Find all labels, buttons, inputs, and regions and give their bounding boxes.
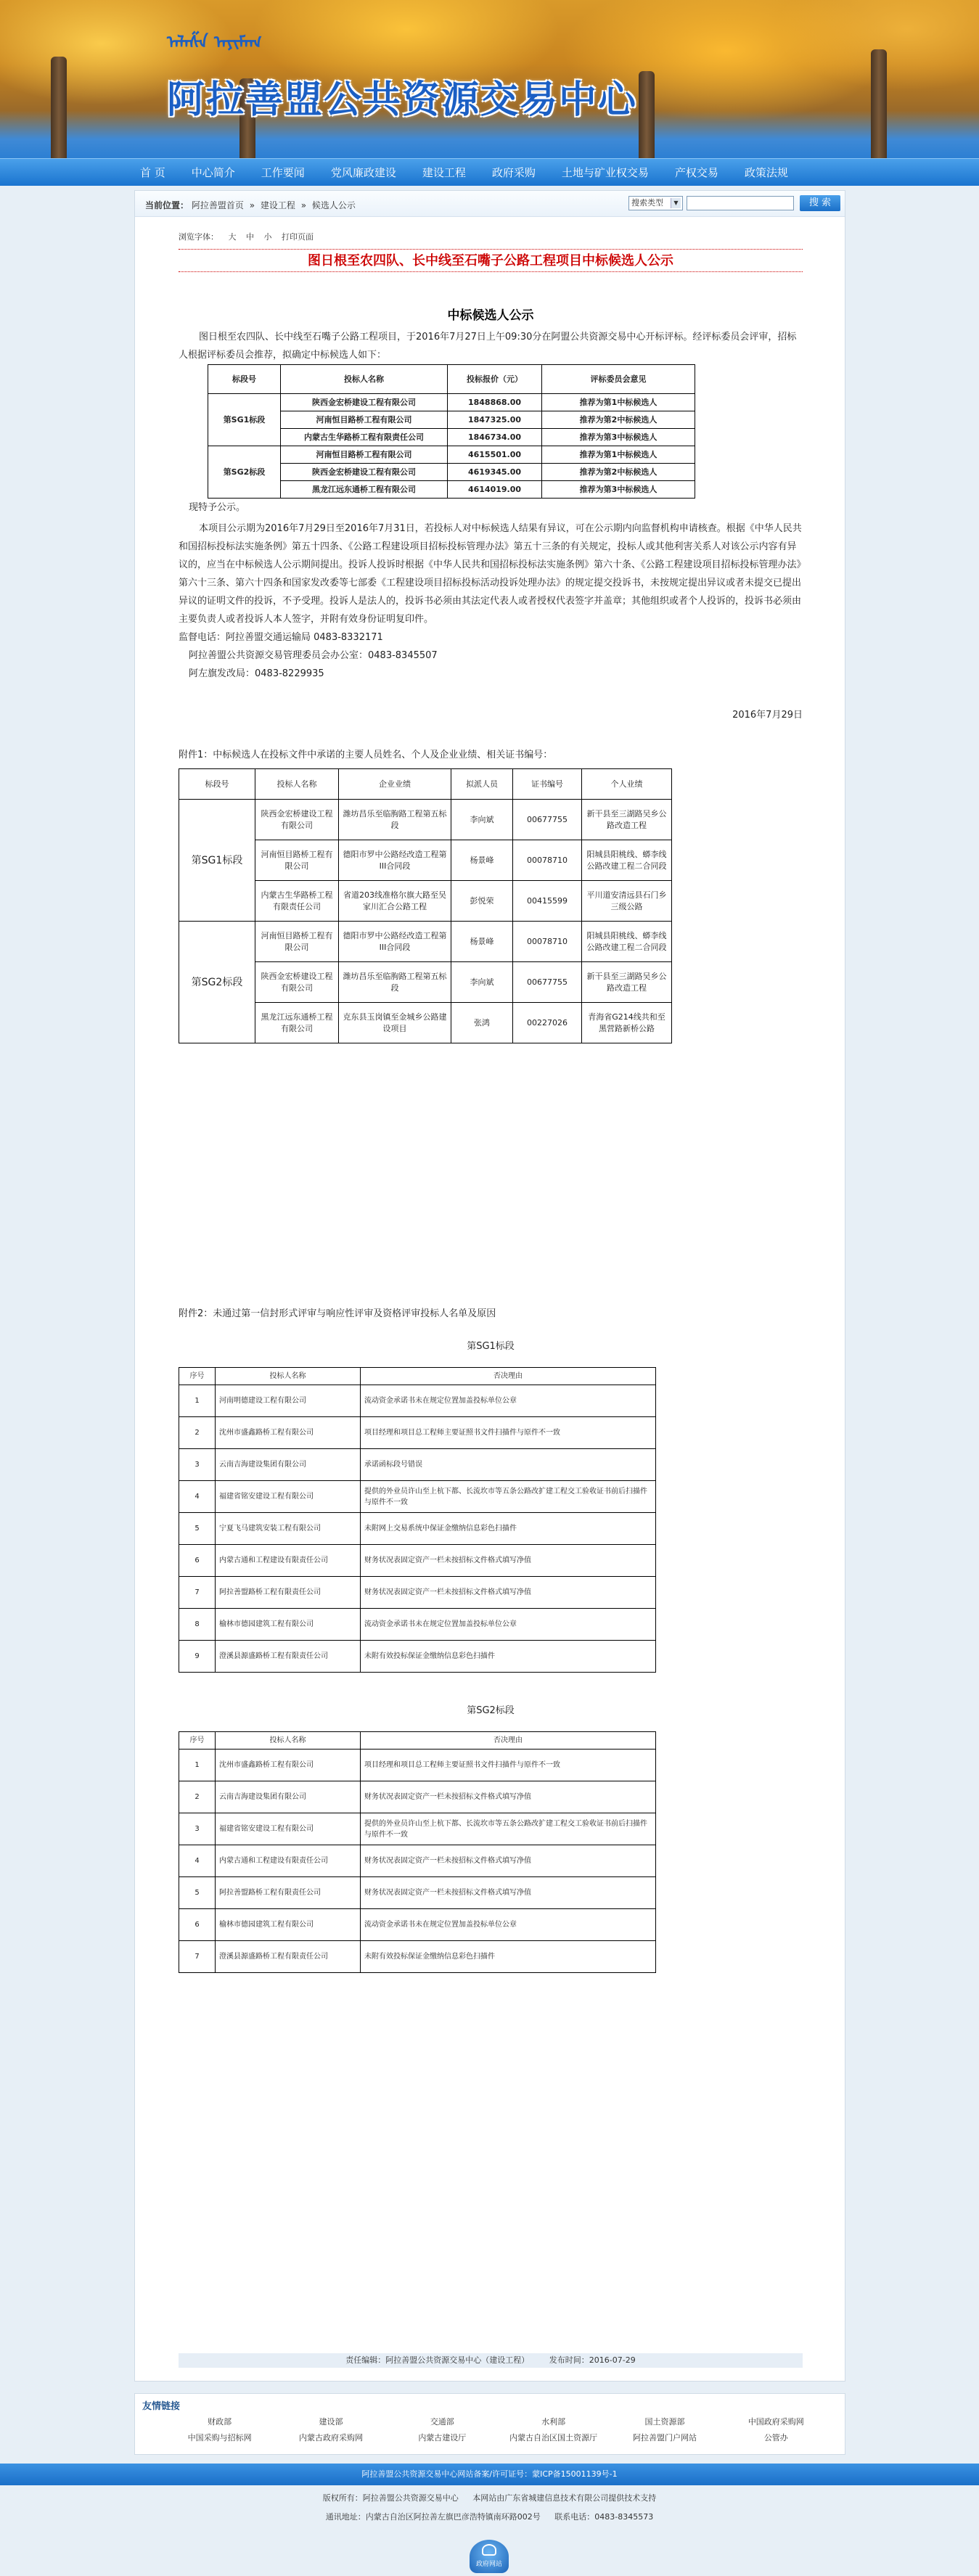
table-row [179,1641,656,1673]
table-row [179,1877,656,1909]
th-bidder: 投标人名称 [281,365,448,394]
breadcrumb-home[interactable]: 阿拉善盟首页 [191,200,244,210]
banner [0,0,979,158]
cert-cell: 00677755 [513,962,582,1003]
table-row [179,1545,656,1577]
price-cell: 1847325.00 [448,411,542,429]
link-item[interactable]: 中国政府采购网 [747,2417,804,2427]
tree-trunk [871,49,887,158]
company-record-cell: 潍坊昌乐至临朐路工程第五标段 [339,962,451,1003]
font-large[interactable]: 大 [228,232,237,242]
personal-record-cell: 阳城县阳桃线、蟒李线公路改建工程二合同段 [582,922,672,962]
opinion-cell: 推荐为第1中标候选人 [542,394,695,411]
attachment2-title: 附件2：未通过第一信封形式评审与响应性评审及资格评审投标人名单及原因 [179,1308,496,1319]
link-item[interactable]: 内蒙古建设厅 [418,2433,467,2442]
th-cert: 证书编号 [513,769,582,800]
link-item[interactable]: 建设部 [319,2417,343,2427]
section-cell: 第SG1标段 [179,800,255,922]
price-cell: 4614019.00 [448,481,542,499]
index-cell: 6 [179,1909,216,1941]
link-item[interactable]: 内蒙古自治区国土资源厅 [509,2433,598,2442]
nav-construction[interactable]: 建设工程 [422,166,466,179]
reason-cell: 未附网上交易系统中保证金缴纳信息彩色扫描件 [361,1513,656,1545]
site-title: 阿拉善盟公共资源交易中心 [167,78,638,122]
footer-icp[interactable]: 阿拉善盟公共资源交易中心网站备案/许可证号：蒙ICP备15001139号-1 [361,2469,618,2479]
link-item[interactable]: 阿拉善盟门户网站 [632,2433,697,2442]
main-nav [0,158,979,186]
personal-record-cell: 阳城县阳桃线、蟒李线公路改建工程二合同段 [582,840,672,881]
table-row [179,1750,656,1781]
index-cell: 1 [179,1750,216,1781]
table-row [179,1417,656,1449]
breadcrumb-construction[interactable]: 建设工程 [260,200,295,210]
reason-cell: 流动资金承诺书未在规定位置加盖投标单位公章 [361,1609,656,1641]
index-cell: 3 [179,1813,216,1845]
nav-land-mining[interactable]: 土地与矿业权交易 [561,166,649,179]
rejected-sg2-table [179,1731,656,1973]
nav-about[interactable]: 中心简介 [191,166,235,179]
table-row [179,1813,656,1845]
bidder-cell: 河南恒目路桥工程有限公司 [281,411,448,429]
company-record-cell: 省道203线准格尔旗大路至吴家川汇合公路工程 [339,881,451,922]
staff-cell: 彭悦荣 [451,881,513,922]
company-record-cell: 德阳市罗中公路经改造工程第III合同段 [339,922,451,962]
print-page[interactable]: 打印页面 [282,232,314,242]
bidder-cell: 阿拉善盟路桥工程有限责任公司 [216,1577,361,1609]
bidder-cell: 福建省铭安建设工程有限公司 [216,1813,361,1845]
bidder-cell: 榆林市德园建筑工程有限公司 [216,1909,361,1941]
th-staff: 拟派人员 [451,769,513,800]
reason-cell: 流动资金承诺书未在规定位置加盖投标单位公章 [361,1385,656,1417]
intro-paragraph: 图日根至农四队、长中线至石嘴子公路工程项目，于2016年7月27日上午09:30分在阿盟公共资源交易中心开标评标。经评标委员会评审，招标人根据评标委员会推荐，拟确定中标候选人如下： [179,332,797,361]
opinion-cell: 推荐为第2中标候选人 [542,464,695,481]
bidder-cell: 沈州市盛鑫路桥工程有限公司 [216,1750,361,1781]
personal-record-cell: 青海省G214线共和至黑营路新桥公路 [582,1003,672,1043]
reason-cell: 财务状况表固定资产一栏未按招标文件格式填写净值 [361,1545,656,1577]
breadcrumb [145,199,359,211]
company-record-cell: 德阳市罗中公路经改造工程第III合同段 [339,840,451,881]
bidder-cell: 澄溪县源盛路桥工程有限责任公司 [216,1641,361,1673]
th-company-record: 企业业绩 [339,769,451,800]
contact-line: 阿左旗发改局：0483-8229935 [189,668,324,679]
search-type-value: 搜索类型 [631,198,663,208]
bidder-cell: 河南恒目路桥工程有限公司 [281,446,448,464]
bidder-cell: 内蒙古生华路桥工程有限责任公司 [255,881,339,922]
reason-cell: 财务状况表固定资产一栏未按招标文件格式填写净值 [361,1781,656,1813]
th-opinion: 评标委员会意见 [542,365,695,394]
footer-bar [0,2464,979,2485]
section-cell: 第SG2标段 [179,922,255,1043]
search-input[interactable] [687,196,794,210]
staff-cell: 杨景峰 [451,922,513,962]
index-cell: 8 [179,1609,216,1641]
bidder-cell: 福建省铭安建设工程有限公司 [216,1481,361,1513]
th-bidder: 投标人名称 [216,1368,361,1385]
staff-cell: 李向斌 [451,962,513,1003]
index-cell: 2 [179,1417,216,1449]
footer-info [0,2489,979,2527]
link-item[interactable]: 财政部 [208,2417,232,2427]
candidates-table [208,364,695,499]
breadcrumb-bar [135,191,845,217]
bidder-cell: 沈州市盛鑫路桥工程有限公司 [216,1417,361,1449]
article-title: 图日根至农四队、长中线至石嘴子公路工程项目中标候选人公示 [179,249,803,272]
sg1-label: 第SG1标段 [467,1341,515,1352]
font-small[interactable]: 小 [263,232,272,242]
sg2-label: 第SG2标段 [467,1705,515,1716]
th-reason: 否决理由 [361,1368,656,1385]
index-cell: 3 [179,1449,216,1481]
cert-cell: 00677755 [513,800,582,840]
table-row [179,1513,656,1545]
bidder-cell: 河南恒目路桥工程有限公司 [255,922,339,962]
link-item[interactable]: 水利部 [541,2417,566,2427]
font-medium[interactable]: 中 [246,232,254,242]
link-item[interactable]: 交通部 [430,2417,454,2427]
reason-cell: 提供的外业员许山至上杭下都、长流坎市等五条公路改扩建工程交工验收证书前后扫描件与原件不一致 [361,1481,656,1513]
bidder-cell: 云南吉海建设集团有限公司 [216,1781,361,1813]
footer-copyright: 版权所有：阿拉善盟公共资源交易中心 [322,2493,459,2503]
article-tools [179,231,321,242]
th-reason: 否决理由 [361,1732,656,1750]
nav-integrity[interactable]: 党风廉政建设 [330,166,396,179]
th-bidder: 投标人名称 [216,1732,361,1750]
search-type-select[interactable] [628,196,683,210]
personnel-table [179,768,672,1043]
price-cell: 4615501.00 [448,446,542,464]
table-row [179,1481,656,1513]
mongolian-title: ᠠᠯᠠᠱᠠ ᠠᠶᠢᠮᠠᠭ [167,31,262,52]
reason-cell: 财务状况表固定资产一栏未按招标文件格式填写净值 [361,1877,656,1909]
th-bidder: 投标人名称 [255,769,339,800]
reason-cell: 流动资金承诺书未在规定位置加盖投标单位公章 [361,1909,656,1941]
index-cell: 5 [179,1513,216,1545]
font-size-label: 浏览字体： [179,232,218,242]
opinion-cell: 推荐为第3中标候选人 [542,481,695,499]
table-row [179,1845,656,1877]
bidder-cell: 河南明德建设工程有限公司 [216,1385,361,1417]
link-item[interactable]: 中国采购与招标网 [187,2433,252,2442]
article-body [179,307,803,1973]
reason-cell: 未附有效投标保证金缴纳信息彩色扫描件 [361,1641,656,1673]
cert-cell: 00078710 [513,840,582,881]
index-cell: 7 [179,1941,216,1973]
notice-date: 2016年7月29日 [732,710,803,721]
index-cell: 4 [179,1845,216,1877]
reason-cell: 项目经理和项目总工程师主要证照书文件扫描件与原件不一致 [361,1750,656,1781]
footer-address: 通讯地址：内蒙古自治区阿拉善左旗巴彦浩特镇南环路002号 [325,2512,541,2522]
breadcrumb-current: 候选人公示 [311,200,356,210]
personal-record-cell: 平川道安清远县石门乡三级公路 [582,881,672,922]
bidder-cell: 黑龙江远东通桥工程有限公司 [255,1003,339,1043]
price-cell: 1848868.00 [448,394,542,411]
search-button[interactable]: 搜 索 [800,195,840,211]
objection-paragraph: 本项目公示期为2016年7月29日至2016年7月31日，若投标人对中标候选人结果有异议，可在公示期内向监督机构申请核查。根据《中华人民共和国招标投标法实施条例》第五十四条、《公路工程建设项目招标投标管理办法》第五十三条的有关规定，投标人或其他利害关系人对该公示内容有异议的，应当在中标候选人公示期间提出。投诉人投诉时根据《中华人民共和国招标投标法实施条例》第六十条、《公路工程建设项目招标投标管理办法》第六十三条、第六十四条和国家发改委等七部委《工程建设项目招标投标活动投诉处理办法》的规定提交投诉书，未按规定提出异议或者未提交已提出异议的证明文件的投诉，不予受理。投诉人是法人的，投诉书必须由其法定代表人或者授权代表签字并盖章；其他组织或者个人投诉的，投诉书必须由主要负责人或者投诉人本人签字，并附有效身份证明复印件。 [179,523,802,625]
link-item[interactable]: 公管办 [763,2433,788,2442]
footer-support: 本网站由广东省城建信息技术有限公司提供技术支持 [472,2493,657,2503]
table-row [179,1577,656,1609]
th-price: 投标报价（元） [448,365,542,394]
table-row [179,1385,656,1417]
opinion-cell: 推荐为第1中标候选人 [542,446,695,464]
bidder-cell: 陕西金宏桥建设工程有限公司 [281,394,448,411]
nav-home[interactable]: 首 页 [140,166,165,179]
nav-property[interactable]: 产权交易 [674,166,718,179]
company-record-cell: 克东县玉岗镇至金城乡公路建设项目 [339,1003,451,1043]
th-index: 序号 [179,1368,216,1385]
table-row [179,1909,656,1941]
cert-cell: 00227026 [513,1003,582,1043]
bidder-cell: 阿拉善盟路桥工程有限责任公司 [216,1877,361,1909]
nav-procurement[interactable]: 政府采购 [491,166,536,179]
staff-cell: 李向斌 [451,800,513,840]
bidder-cell: 黑龙江远东通桥工程有限公司 [281,481,448,499]
reason-cell: 未附有效投标保证金缴纳信息彩色扫描件 [361,1941,656,1973]
friend-links-title: 友情链接 [142,2401,181,2412]
bidder-cell: 内蒙古生华路桥工程有限责任公司 [281,429,448,446]
personal-record-cell: 新干县至三湖路吴乡公路改造工程 [582,962,672,1003]
th-section: 标段号 [179,769,255,800]
bidder-cell: 河南恒目路桥工程有限公司 [255,840,339,881]
index-cell: 7 [179,1577,216,1609]
link-item[interactable]: 国土资源部 [644,2417,685,2427]
table-row [179,1781,656,1813]
reason-cell: 提供的外业员许山至上杭下都、长流坎市等五条公路改扩建工程交工验收证书前后扫描件与原件不一致 [361,1813,656,1845]
index-cell: 6 [179,1545,216,1577]
bidder-cell: 榆林市德园建筑工程有限公司 [216,1609,361,1641]
attachment1-title: 附件1：中标候选人在投标文件中承诺的主要人员姓名、个人及企业业绩、相关证书编号： [179,750,553,760]
bidder-cell: 澄溪县源盛路桥工程有限责任公司 [216,1941,361,1973]
nav-news[interactable]: 工作要闻 [261,166,305,179]
th-index: 序号 [179,1732,216,1750]
friend-links [134,2393,845,2455]
cert-cell: 00078710 [513,922,582,962]
reason-cell: 承诺函标段号错误 [361,1449,656,1481]
footer-phone: 联系电话：0483-8345573 [554,2512,654,2522]
table-row [179,1609,656,1641]
article-meta [179,2353,803,2368]
rejected-sg1-table [179,1367,656,1673]
index-cell: 9 [179,1641,216,1673]
reason-cell: 项目经理和项目总工程师主要证照书文件扫描件与原件不一致 [361,1417,656,1449]
table-row [179,1941,656,1973]
doc-heading: 中标候选人公示 [447,308,534,323]
price-cell: 4619345.00 [448,464,542,481]
reason-cell: 财务状况表固定资产一栏未按招标文件格式填写净值 [361,1577,656,1609]
index-cell: 5 [179,1877,216,1909]
table-row [179,1449,656,1481]
section-cell: 第SG1标段 [208,394,281,446]
reason-cell: 财务状况表固定资产一栏未按招标文件格式填写净值 [361,1845,656,1877]
gov-site-badge[interactable] [470,2540,509,2573]
gov-badge-label: 政府网站 [475,2561,502,2568]
bidder-cell: 陕西金宏桥建设工程有限公司 [255,962,339,1003]
breadcrumb-sep: » [249,200,255,210]
th-personal-record: 个人业绩 [582,769,672,800]
index-cell: 4 [179,1481,216,1513]
publish-time: 发布时间：2016-07-29 [549,2355,636,2365]
friend-links-grid [164,2416,832,2443]
link-item[interactable]: 内蒙古政府采购网 [298,2433,363,2442]
opinion-cell: 推荐为第3中标候选人 [542,429,695,446]
breadcrumb-label: 当前位置： [145,200,189,210]
opinion-cell: 推荐为第2中标候选人 [542,411,695,429]
bidder-cell: 陕西金宏桥建设工程有限公司 [281,464,448,481]
price-cell: 1846734.00 [448,429,542,446]
contact-line: 阿拉善盟公共资源交易管理委员会办公室：0483-8345507 [189,650,438,661]
notice-line: 现特予公示。 [189,502,246,513]
company-record-cell: 潍坊昌乐至临朐路工程第五标段 [339,800,451,840]
bidder-cell: 云南吉海建设集团有限公司 [216,1449,361,1481]
section-cell: 第SG2标段 [208,446,281,499]
gov-badge-icon [482,2544,496,2556]
bidder-cell: 陕西金宏桥建设工程有限公司 [255,800,339,840]
th-section: 标段号 [208,365,281,394]
cert-cell: 00415599 [513,881,582,922]
editor-info: 责任编辑：阿拉善盟公共资源交易中心（建设工程） [345,2355,530,2365]
breadcrumb-sep: » [300,200,307,210]
personal-record-cell: 新干县至三湖路吴乡公路改造工程 [582,800,672,840]
index-cell: 2 [179,1781,216,1813]
tree-trunk [51,57,67,158]
bidder-cell: 内蒙古通和工程建设有限责任公司 [216,1545,361,1577]
index-cell: 1 [179,1385,216,1417]
staff-cell: 张鸿 [451,1003,513,1043]
nav-policy[interactable]: 政策法规 [744,166,788,179]
contact-line: 监督电话：阿拉善盟交通运输局 0483-8332171 [179,632,383,643]
bidder-cell: 内蒙古通和工程建设有限责任公司 [216,1845,361,1877]
bidder-cell: 宁夏飞马建筑安装工程有限公司 [216,1513,361,1545]
staff-cell: 杨景峰 [451,840,513,881]
main-content [134,190,845,2382]
chevron-down-icon: ▼ [671,198,681,208]
